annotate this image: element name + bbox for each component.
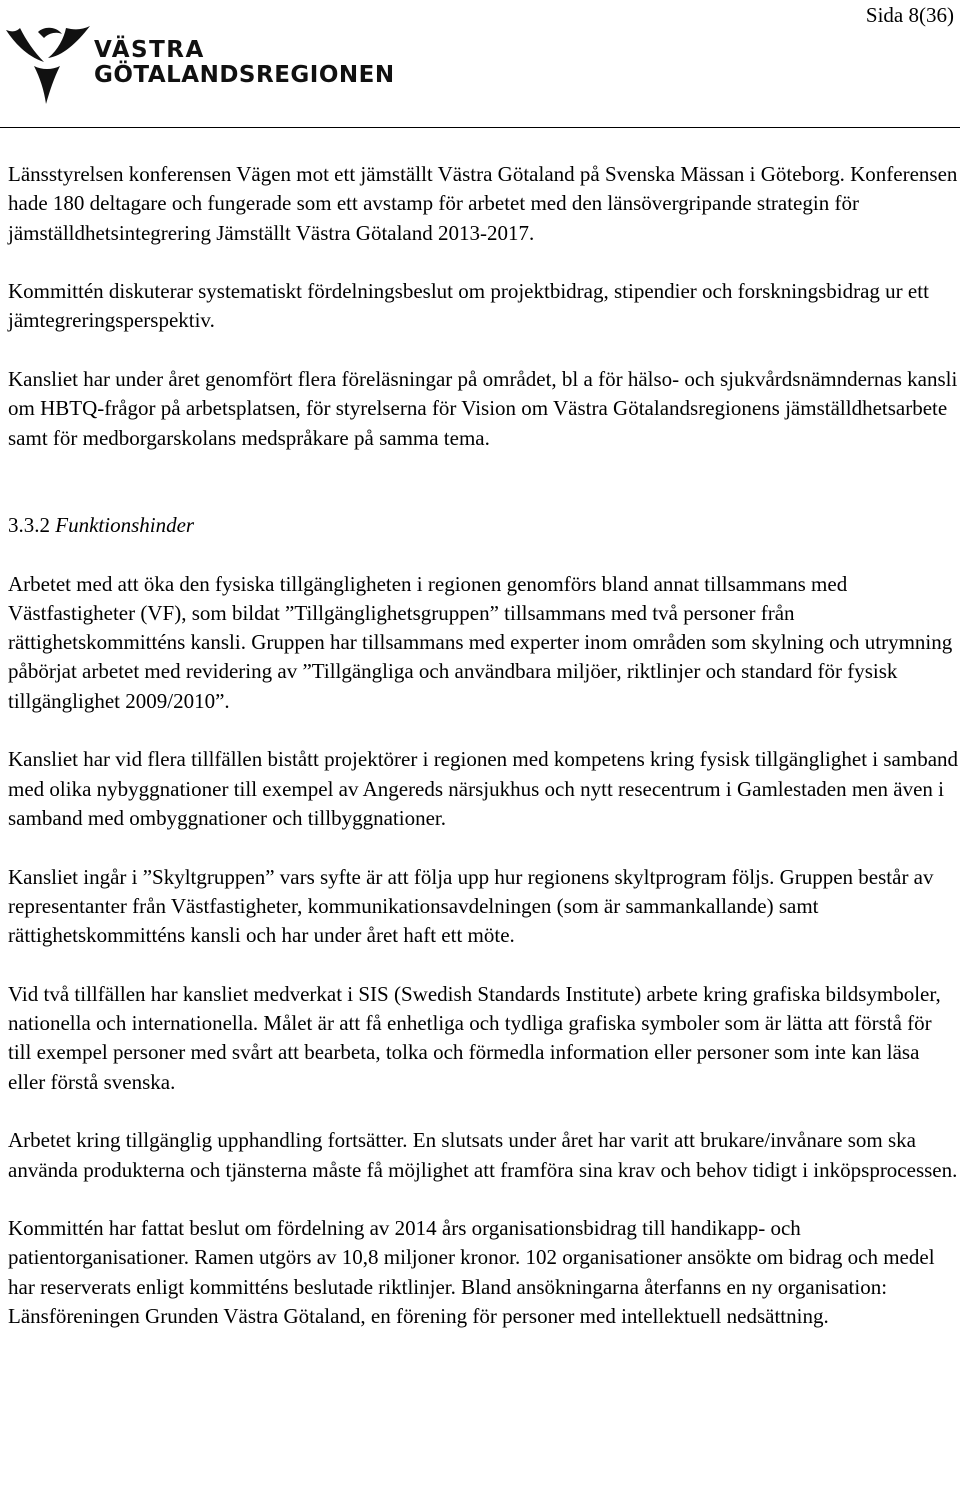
header-divider [0, 127, 960, 128]
paragraph: Arbetet kring tillgänglig upphandling fortsätter. En slutsats under året har varit att brukare/invånare som ska använda produkterna och tjänsterna måste få möjlighet att framföra sina krav och behov tidigt i inköpsprocessen. [8, 1128, 958, 1182]
logo-line-2: GÖTALANDSREGIONEN [94, 62, 395, 88]
page-number: Sida 8(36) [865, 3, 954, 27]
paragraph: Kansliet ingår i ”Skyltgruppen” vars syfte är att följa upp hur regionens skyltprogram följs. Gruppen består av representanter från Västfastigheter, kommunikationsavdelningen (som är sammankallande) samt rättighetskommitténs kansli och har under året haft ett möte. [8, 864, 934, 948]
paragraph: Kansliet har under året genomfört flera föreläsningar på området, bl a för hälso- och sjukvårdsnämndernas kansli om HBTQ-frågor på arbetsplatsen, för styrelserna för Vision om Västra Götalandsregionens jämställdhetsarbete samt för medborgarskolans medspråkare på samma tema. [8, 367, 958, 450]
vgr-logo [4, 22, 395, 106]
section-title: Funktionshinder [55, 512, 195, 537]
paragraph: Kommittén diskuterar systematiskt fördelningsbeslut om projektbidrag, stipendier och forskningsbidrag ur ett jämtegreringsperspektiv. [8, 279, 929, 333]
logo-wordmark [94, 38, 395, 88]
vgr-logo-mark-icon [4, 22, 92, 106]
paragraph: Kansliet har vid flera tillfällen bistått projektörer i regionen med kompetens kring fysisk tillgänglighet i samband med olika nybyggnationer till exempel av Angereds närsjukhus och nytt resecentrum i Gamlestaden men även i samband med ombyggnationer och tillbyggnationer. [8, 747, 959, 830]
paragraph: Arbetet med att öka den fysiska tillgängligheten i regionen genomförs bland annat tillsammans med Västfastigheter (VF), som bildat ”Tillgänglighetsgruppen” tillsammans med två personer från rättighetskommitténs kansli. Gruppen har tillsammans med experter inom områden som skylning och utrymning påbörjat arbetet med revidering av ”Tillgängliga och användbara miljöer, riktlinjer och standard för fysisk tillgänglighet 2009/2010”. [8, 571, 953, 713]
paragraph: Vid två tillfällen har kansliet medverkat i SIS (Swedish Standards Institute) arbete kring grafiska bildsymboler, nationella och internationella. Målet är att få enhetliga och tydliga grafiska symboler som är lätta att förstå för till exempel personer med svårt att bearbeta, tolka och förmedla information eller personer som inte kan läsa eller förstå svenska. [8, 981, 941, 1094]
section-heading [8, 511, 958, 540]
logo-line-1: VÄSTRA [94, 37, 205, 63]
document-body [8, 160, 958, 1331]
paragraph: Länsstyrelsen konferensen Vägen mot ett jämställt Västra Götaland på Svenska Mässan i Göteborg. Konferensen hade 180 deltagare och fungerade som ett avstamp för arbetet med den länsövergripande strategin för jämställdhetsintegrering Jämställt Västra Götaland 2013-2017. [8, 162, 958, 245]
section-number: 3.3.2 [8, 512, 50, 537]
paragraph: Kommittén har fattat beslut om fördelning av 2014 års organisationsbidrag till handikapp- och patientorganisationer. Ramen utgörs av 10,8 miljoner kronor. 102 organisationer ansökte om bidrag och medel har reserverats enligt kommitténs beslutade riktlinjer. Bland ansökningarna återfanns en ny organisation: Länsföreningen Grunden Västra Götaland, en förening för personer med intellektuell nedsättning. [8, 1216, 935, 1328]
